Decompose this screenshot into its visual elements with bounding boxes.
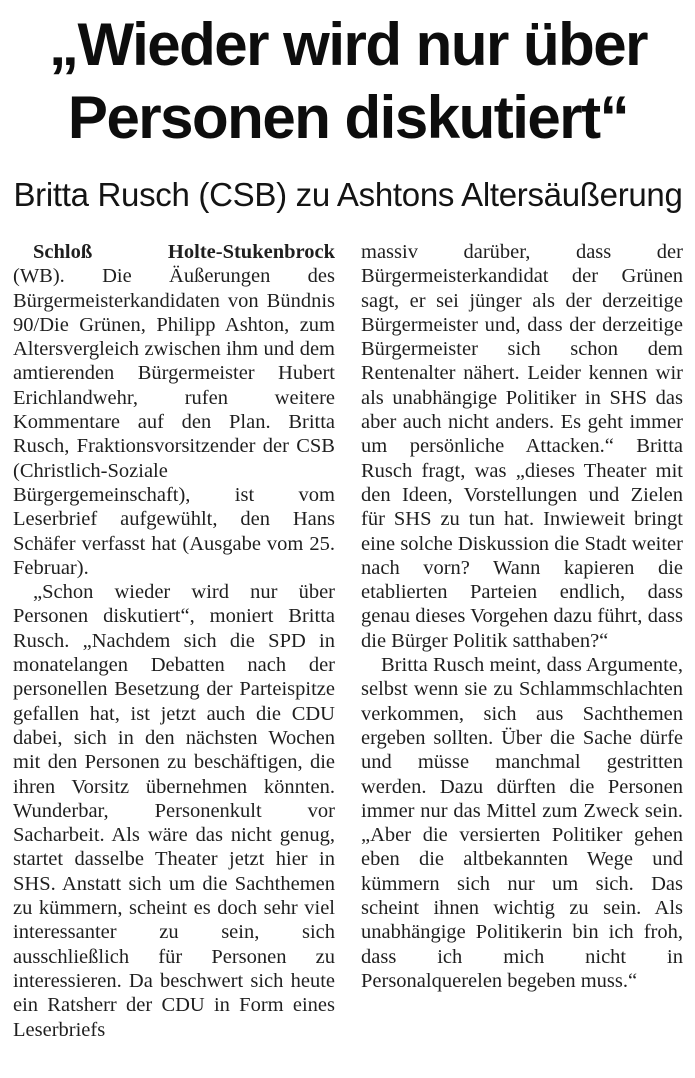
lead-paragraph [13, 240, 335, 580]
article-body [13, 240, 683, 1042]
headline-line-2: Personen diskutiert“ [67, 84, 629, 151]
paragraph-2-continued: massiv darüber, dass der Bürgermeisterkandidat der Grünen sagt, er sei jünger als der derzeitige Bürgermeister und, dass der derzeitige Bürgermeister sich schon dem Rentenalter nähert. Leider kennen wir als unabhängige Politiker in SHS das aber auch nicht anders. Es geht immer um persönliche Attacken.“ Britta Rusch fragt, was „dieses Theater mit den Ideen, Vorstellungen und Zielen für SHS zu tun hat. Inwieweit bringt eine solche Diskussion die Stadt weiter nach vorn? Wann kapieren die etablierten Parteien endlich, dass genau dieses Vorgehen dazu führt, dass die Bürger Politik satthaben?“ [361, 241, 683, 652]
paragraph-3: Britta Rusch meint, dass Argumente, selbst wenn sie zu Schlammschlachten verkommen, sich aus Sachthemen ergeben sollten. Über die Sache dürfe und müsse manchmal gestritten werden. Dazu dürften die Personen immer nur das Mittel zum Zweck sein. „Aber die versierten Politiker gehen eben die altbekannten Wege und kümmern sich nur um sich. Das scheint ihnen wichtig zu sein. Als unabhängige Politikerin bin ich froh, dass ich mich nicht in Personalquerelen begeben muss.“ [361, 654, 683, 992]
dateline: Schloß Holte-Stukenbrock [33, 241, 335, 263]
headline [13, 8, 683, 154]
paragraph-2: „Schon wieder wird nur über Personen diskutiert“, moniert Britta Rusch. „Nachdem sich die SPD in monatelangen Debatten nach der personellen Besetzung der Parteispitze gefallen hat, ist jetzt auch die CDU dabei, sich in den nächsten Wochen mit den Personen zu beschäftigen, die ihren Vorsitz übernehmen könnten. Wunderbar, Personenkult vor Sacharbeit. Als wäre das nicht genug, startet dasselbe Theater jetzt hier in SHS. Anstatt sich um die Sachthemen zu kümmern, scheint es doch sehr viel interessanter zu sein, sich ausschließlich für Personen zu interessieren. Da beschwert sich heute ein Ratsherr der CDU in Form eines Leserbriefs [13, 581, 335, 1041]
subheadline: Britta Rusch (CSB) zu Ashtons Altersäußerung [13, 176, 683, 213]
column-right [361, 240, 683, 1042]
column-left [13, 240, 335, 1042]
lead-paragraph-text: (WB). Die Äußerungen des Bürgermeisterkandidaten von Bündnis 90/Die Grünen, Philipp Ashton, zum Altersvergleich zwischen ihm und dem amtierenden Bürgermeister Hubert Erichlandwehr, rufen weitere Kommentare auf den Plan. Britta Rusch, Fraktionsvorsitzender der CSB (Christlich-Soziale Bürgergemeinschaft), ist vom Leserbrief aufgewühlt, den Hans Schäfer verfasst hat (Ausgabe vom 25. Februar). [13, 265, 335, 579]
headline-line-1: „Wieder wird nur über [48, 11, 648, 78]
